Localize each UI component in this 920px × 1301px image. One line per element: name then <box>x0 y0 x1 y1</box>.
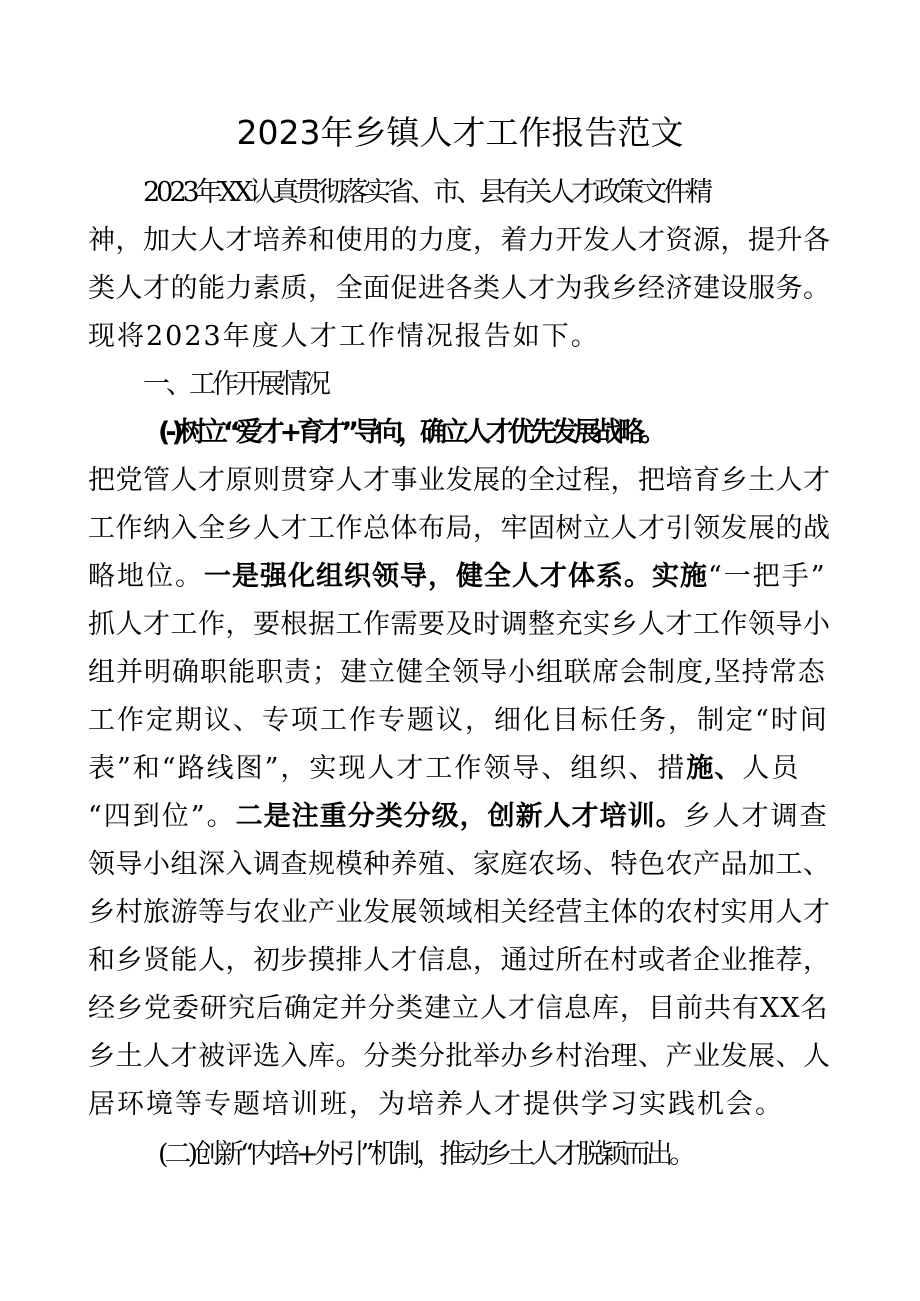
point-1-heading: 一是强化组织领导，健全人才体系。实施 <box>204 561 708 592</box>
sub1-line-2: 工作纳入全乡人才工作总体布局，牢固树立人才引领发展的战 <box>88 513 831 544</box>
sub1-line-13: 乡土人才被评选入库。分类分批举办乡村治理、产业发展、人 <box>88 1041 831 1072</box>
sub1-line-10: 乡村旅游等与农业产业发展领域相关经营主体的农村实用人才 <box>88 897 831 928</box>
sub1-line-12: 经乡党委研究后确定并分类建立人才信息库，目前共有XX名 <box>88 993 829 1024</box>
sub1-line-3-quote: “一把手” <box>708 561 827 592</box>
intro-line-3: 类人才的能力素质，全面促进各类人才为我乡经济建设服务。 <box>88 273 831 304</box>
sub1-line-8-end: 乡人才调查 <box>683 801 829 832</box>
sub1-line-1: 把党管人才原则贯穿人才事业发展的全过程，把培育乡土人才 <box>88 465 831 496</box>
sub1-line-14: 居环境等专题培训班，为培养人才提供学习实践机会。 <box>88 1089 784 1120</box>
sub1-line-5: 组并明确职能职责；建立健全领导小组联席会制度,坚持常态 <box>88 657 826 688</box>
sub1-line-3 <box>88 555 838 599</box>
sub1-line-7-text: 表”和“路线图”，实现人才工作领导、组织、措 <box>88 753 687 784</box>
sub1-line-8-text: “四到位”。 <box>88 801 236 832</box>
subsection-2-heading: (二)创新“内培+外引”机制，推动乡土人才脱颖而出。 <box>158 1139 693 1170</box>
intro-line-4: 现将2023年度人才工作情况报告如下。 <box>88 321 600 352</box>
sub1-line-4: 抓人才工作，要根据工作需要及时调整充实乡人才工作领导小 <box>88 609 831 640</box>
sub1-line-7-bold: 施、 <box>686 753 743 784</box>
sub1-line-9: 领导小组深入调查规模种养殖、家庭农场、特色农产品加工、 <box>88 849 831 880</box>
sub1-line-3-text: 略地位。 <box>88 561 204 592</box>
subsection-1-heading: (-)树立“爱才+育才”导向，确立人才优先发展战略。 <box>158 417 662 448</box>
document-title: 2023年乡镇人才工作报告范文 <box>236 113 684 152</box>
sub1-line-7 <box>88 747 838 791</box>
sub1-line-8 <box>88 795 838 839</box>
intro-line-1: 2023年XX认真贯彻落实省、市、县有关人才政策文件精 <box>143 177 710 208</box>
sub1-line-7-end: 人员 <box>742 753 801 784</box>
intro-line-2: 神，加大人才培养和使用的力度，着力开发人才资源，提升各 <box>88 225 831 256</box>
point-2-heading: 二是注重分类分级，创新人才培训。 <box>235 801 684 832</box>
section-1-heading: 一、工作开展情况 <box>143 369 327 400</box>
sub1-line-6: 工作定期议、专项工作专题议，细化目标任务，制定“时间 <box>88 705 829 736</box>
sub1-line-11: 和乡贤能人，初步摸排人才信息，通过所在村或者企业推荐， <box>88 945 831 976</box>
